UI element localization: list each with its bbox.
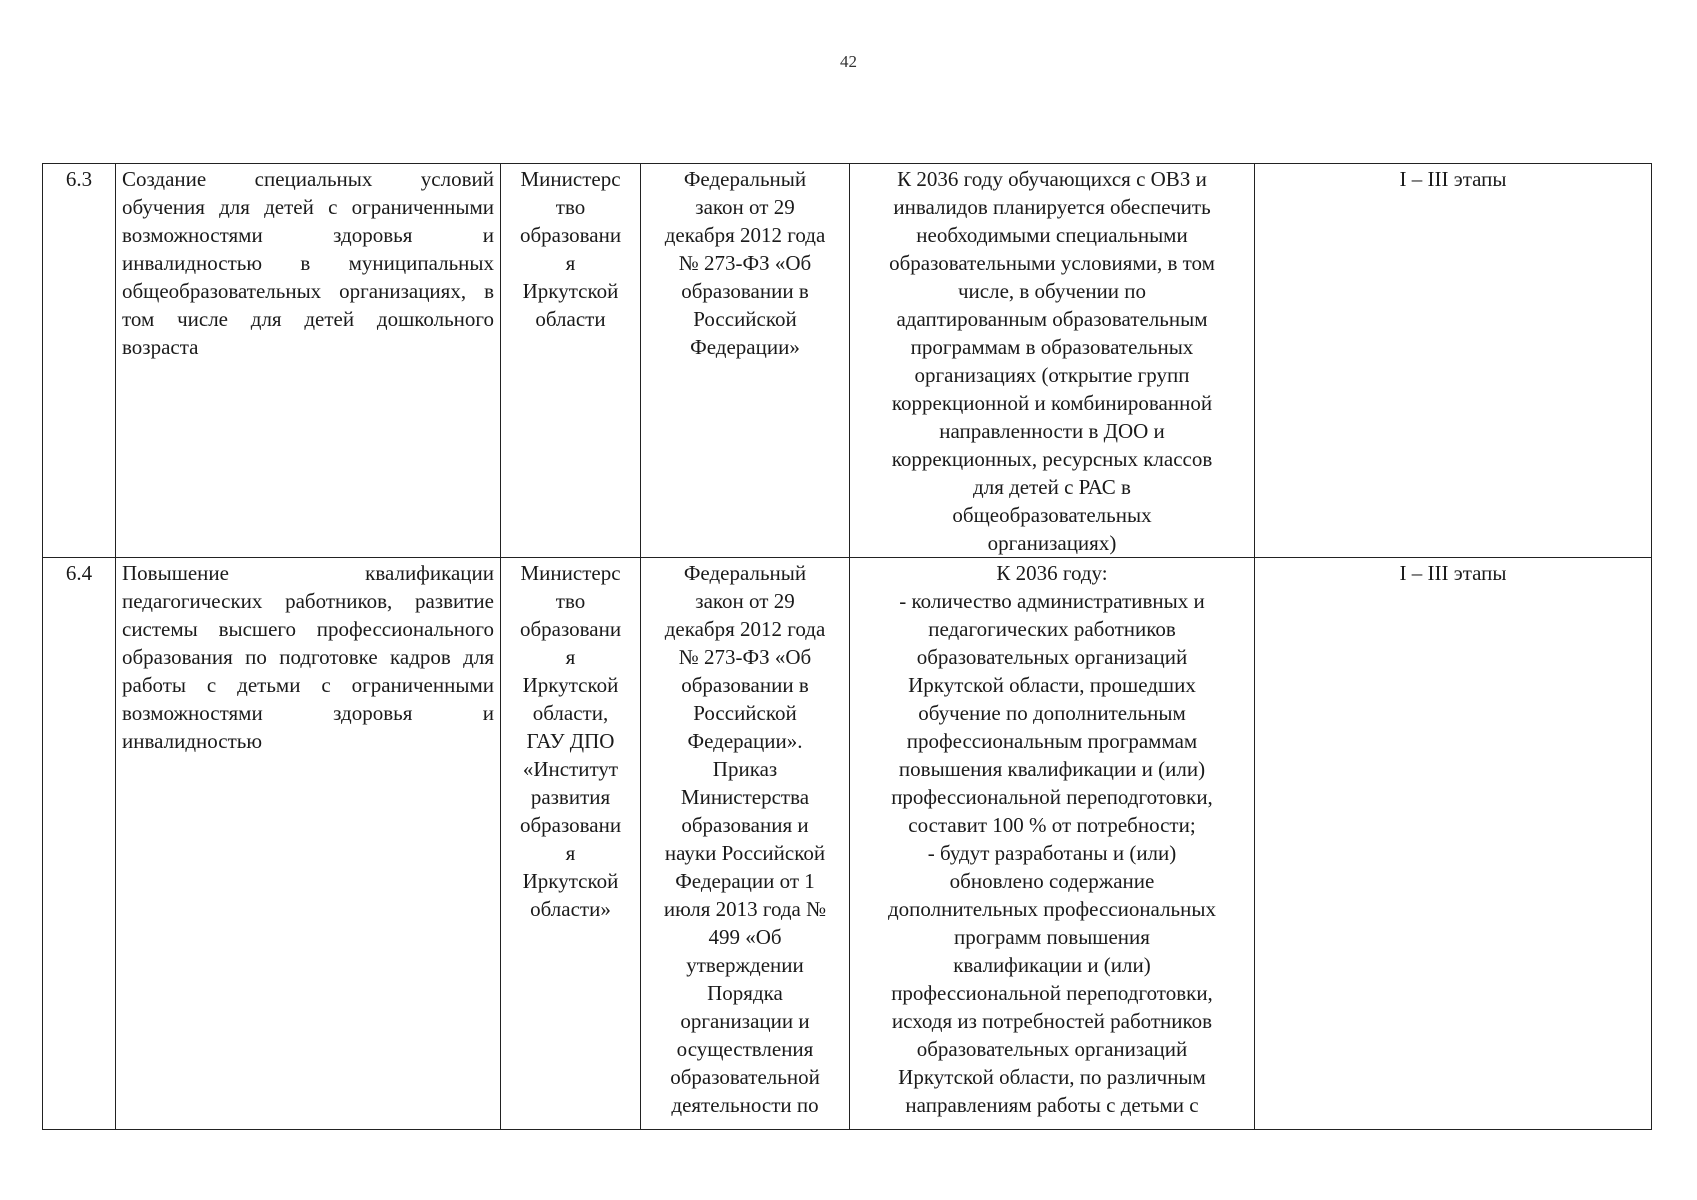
measure-name-cell xyxy=(116,164,501,558)
measure-name: Создание специальных условий обучения для детей с ограниченными возможностями здоровья и инвалидностью в муниципальных общеобразовательных организациях, в том числе для детей дошкольного возраста xyxy=(122,167,494,359)
row-number: 6.3 xyxy=(65,167,93,191)
legal-basis: Федеральный закон от 29 декабря 2012 года № 273-ФЗ «Об образовании в Российской Федерации» xyxy=(664,167,826,359)
responsible-cell xyxy=(501,164,641,558)
expected-result-cell xyxy=(850,558,1255,1130)
legal-basis-cell xyxy=(641,164,850,558)
responsible-cell xyxy=(501,558,641,1130)
legal-basis-cell xyxy=(641,558,850,1130)
responsible-executor: Министерс тво образовани я Иркутской области, ГАУ ДПО «Институт развития образовани я Иркутской области» xyxy=(519,561,622,921)
legal-basis: Федеральный закон от 29 декабря 2012 года № 273-ФЗ «Об образовании в Российской Федерации». Приказ Министерства образования и науки Российской Федерации от 1 июля 2013 года № 499 «Об утверждении Порядка организации и осуществления образовательной деятельности по xyxy=(663,561,827,1117)
expected-result: К 2036 году обучающихся с ОВЗ и инвалидов планируется обеспечить необходимыми специальными образовательными условиями, в том числе, в обучении по адаптированным образовательным программам в образовательных организациях (открытие групп коррекционной и комбинированной направленности в ДОО и коррекционных, ресурсных классов для детей с РАС в общеобразовательных организациях) xyxy=(889,167,1215,555)
expected-result-cell xyxy=(850,164,1255,558)
row-number-cell xyxy=(43,164,116,558)
measure-name-cell xyxy=(116,558,501,1130)
row-number-cell xyxy=(43,558,116,1130)
measure-name: Повышение квалификации педагогических работников, развитие системы высшего профессионального образования по подготовке кадров для работы с детьми с ограниченными возможностями здоровья и инвалидностью xyxy=(122,561,494,753)
responsible-executor: Министерс тво образовани я Иркутской области xyxy=(519,167,622,331)
measures-table xyxy=(42,163,1652,1130)
stages-cell xyxy=(1255,164,1652,558)
table-row xyxy=(43,558,1652,1130)
stages-cell xyxy=(1255,558,1652,1130)
table-row xyxy=(43,164,1652,558)
page-number: 42 xyxy=(840,52,857,71)
expected-result: К 2036 году: - количество административных и педагогических работников образовательных организаций Иркутской области, прошедших обучение по дополнительным профессиональным программам повышения квалификации и (или) профессиональной переподготовки, составит 100 % от потребности; - будут разработаны и (или) обновлено содержание дополнительных профессиональных программ повышения квалификации и (или) профессиональной переподготовки, исходя из потребностей работников образовательных организаций Иркутской области, по различным направлениям работы с детьми с xyxy=(888,561,1216,1117)
row-number: 6.4 xyxy=(65,561,93,585)
implementation-stages: I – III этапы xyxy=(1399,167,1507,191)
implementation-stages: I – III этапы xyxy=(1399,561,1507,585)
